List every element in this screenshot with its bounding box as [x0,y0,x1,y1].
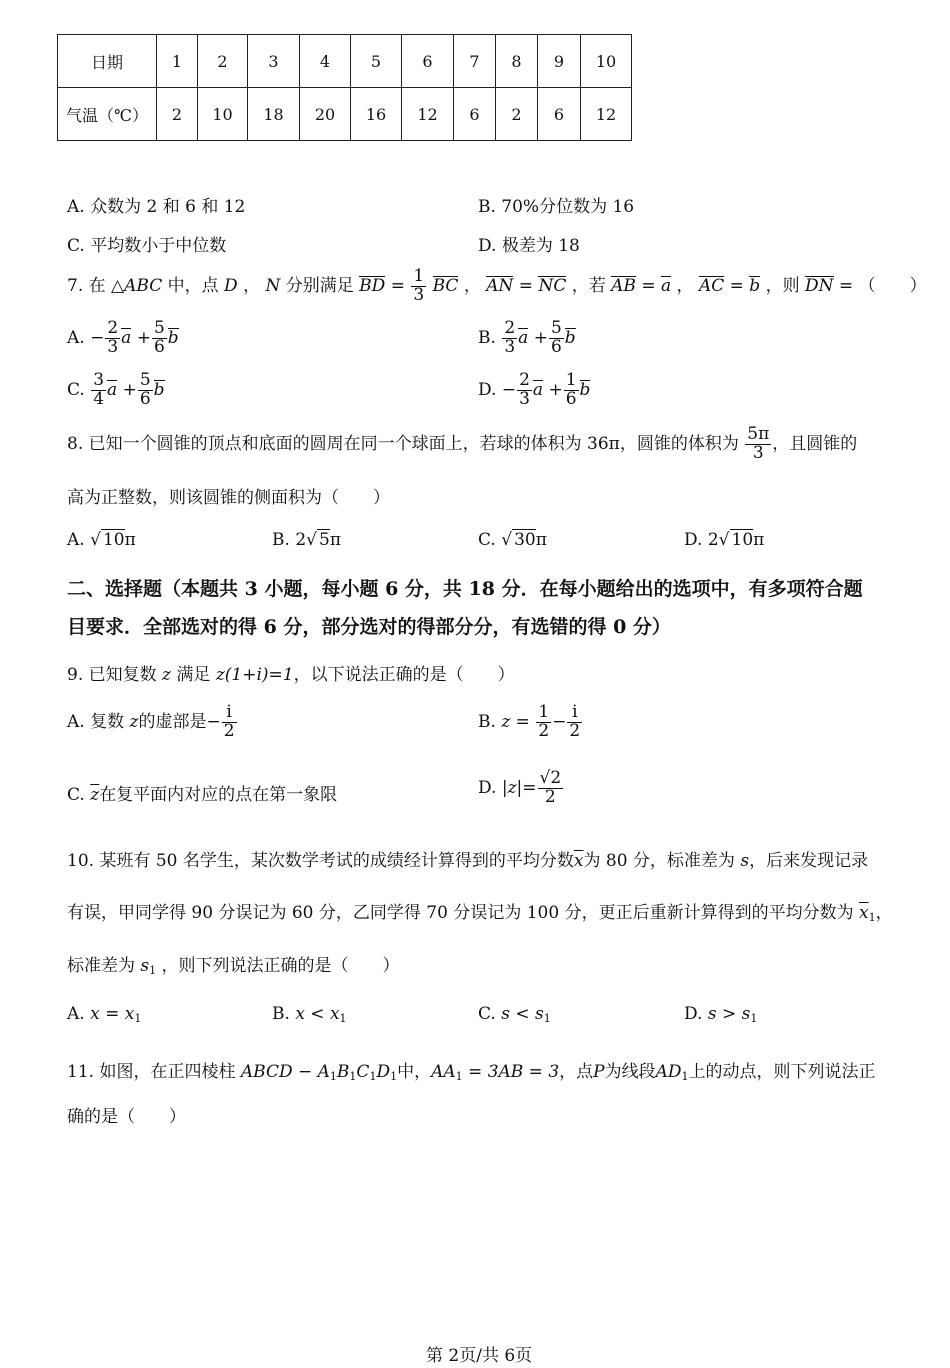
expression: x < x [295,1004,340,1024]
plus: + [136,327,151,348]
q7-text: ，则 [765,275,800,296]
pi-symbol: π [329,530,341,550]
q8-text: 8. 已知一个圆锥的顶点和底面的圆周在同一个球面上，若球的体积为 36π，圆锥的体积为 [67,433,739,454]
vector: a [660,275,672,296]
variable: s [740,851,750,871]
q7-text: ， [676,275,694,296]
prism-label: ABCD − A [240,1062,330,1082]
fraction [745,426,771,463]
radicand: 5 [318,530,330,550]
subscript: 1 [149,964,157,977]
q7-text: 中，点 [167,275,219,296]
subscript: 1 [681,1070,689,1083]
point-label: N [265,275,281,296]
option-label: B. [478,327,496,348]
variable: z [501,711,511,732]
table-cell: 16 [351,88,402,141]
q11-stem [67,1057,876,1083]
denominator: 2 [538,720,550,741]
q10-stem [67,846,868,871]
equation: AA [431,1062,456,1082]
q6-option-b: B. 70%分位数为 16 [478,197,635,217]
numerator: i [567,704,582,723]
q11-text: 为线段 [604,1062,656,1082]
table-cell: 18 [248,88,300,141]
minus: − [501,379,517,400]
table-cell: 2 [157,88,198,141]
table-cell: 气温（℃） [58,88,157,141]
subscript: 1 [750,1012,758,1025]
q6-option-c: C. 平均数小于中位数 [67,236,227,256]
q7-option-a [67,320,179,357]
table-cell: 6 [538,88,581,141]
point-label: D [224,275,238,296]
q10-text: 标准差为 [67,956,135,976]
table-row [58,35,632,88]
q6-option-a: A. 众数为 2 和 6 和 12 [67,197,246,217]
vector: b [579,379,591,400]
vector: b [167,327,179,348]
pi-symbol: π [535,530,547,550]
prism-label: B [336,1062,350,1082]
subscript: 1 [349,1070,357,1083]
fraction [502,320,517,357]
variable: z [162,665,171,685]
table-row [58,88,632,141]
fraction [91,372,106,409]
option-label: D. [478,379,497,400]
q9-option-b [478,704,583,741]
option-label: C. [67,785,85,805]
table-cell: 10 [581,35,632,88]
numerator: 2 [107,318,119,338]
q10-text: 10. 某班有 50 名学生，某次数学考试的成绩经计算得到的平均分数 [67,851,574,871]
option-label: C. [67,379,85,400]
denominator: 2 [544,786,556,807]
vector: a [121,327,132,348]
plus: + [548,379,563,400]
vector: a [518,327,529,348]
denominator: 2 [223,720,235,741]
table-cell: 5 [351,35,402,88]
fraction [105,320,120,357]
vector: BC [432,275,459,296]
q8-text: ，且圆锥的 [772,433,858,454]
variable: z [129,711,139,732]
denominator: 3 [504,336,516,357]
subscript: 1 [339,1012,347,1025]
q7-text: ，若 [571,275,606,296]
coefficient: 2 [707,530,719,550]
q9-text: ，以下说法正确的是（ ） [293,665,515,685]
table-cell: 3 [248,35,300,88]
segment-label: AD [655,1062,682,1082]
table-cell: 12 [402,88,454,141]
q11-stem-line2: 确的是（ ） [67,1107,186,1127]
section-heading-line2: 目要求．全部选对的得 6 分，部分选对的得部分分，有选错的得 0 分） [67,616,671,638]
table-cell: 20 [300,88,351,141]
q9-stem [67,660,515,685]
vector: NC [538,275,567,296]
option-text: 在复平面内对应的点在第一象限 [99,785,338,805]
q7-text: ， [463,275,481,296]
vector: a [107,379,118,400]
vector: AC [698,275,725,296]
fraction [138,372,153,409]
radicand: 10 [731,530,754,550]
option-label: A. [67,1004,85,1024]
fraction [564,372,579,409]
subscript: 1 [868,911,876,924]
denominator: 2 [569,720,581,741]
q9-option-d [478,770,564,807]
table-cell: 6 [402,35,454,88]
denominator: 3 [752,442,764,463]
table-cell: 7 [454,35,496,88]
q9-text: 9. 已知复数 [67,665,157,685]
pi-symbol: π [124,530,136,550]
q7-text: 分别满足 [285,275,354,296]
table-cell: 4 [300,35,351,88]
fraction [411,268,426,305]
numerator: 1 [538,702,550,722]
table-cell: 12 [581,88,632,141]
radicand: 10 [102,530,125,550]
denominator: 4 [93,388,105,409]
prism-label: D [376,1062,391,1082]
table-cell: 9 [538,35,581,88]
expression: s < s [501,1004,544,1024]
denominator: 6 [550,336,562,357]
q10-text: 有误，甲同学得 90 分误记为 60 分，乙同学得 70 分误记为 100 分，更正后重新计算得到的平均分数为 [67,903,854,923]
subscript: 1 [134,1012,142,1025]
q7-text: = （ ） [838,275,927,296]
equals: = [518,275,539,296]
denominator: 6 [153,336,165,357]
triangle-label: △ABC [111,275,163,296]
q10-option-c [478,1004,551,1025]
q10-stem-line3 [67,951,400,977]
q11-text: 11. 如图，在正四棱柱 [67,1062,236,1082]
equals: = [390,275,411,296]
vector: b [749,275,761,296]
q10-text: ， [875,903,893,923]
option-label: A. 复数 [67,711,125,732]
equals: = [729,275,750,296]
q9-option-a [67,704,238,741]
table-cell: 6 [454,88,496,141]
expression: s > s [707,1004,751,1024]
temperature-table [57,34,632,141]
table-cell: 1 [157,35,198,88]
expression: x = x [90,1004,135,1024]
q9-text: 满足 [176,665,211,685]
q11-text: ，点 [559,1062,594,1082]
q8-option-a: A. √ 10π [67,530,136,550]
q7-option-c [67,372,165,409]
vector: DN [805,275,834,296]
denominator: 6 [139,388,151,409]
mean-x: $\overline{x}$ [573,851,584,871]
option-label: B. [478,711,496,732]
subscript: 1 [455,1070,463,1083]
vector: b [564,327,576,348]
numerator: i [222,704,237,723]
q11-text: 上的动点，则下列说法正 [688,1062,876,1082]
q10-option-d [684,1004,757,1025]
q10-stem-line2 [67,898,893,924]
option-label: B. [272,1004,290,1024]
subscript: 1 [390,1070,398,1083]
denominator: 6 [565,388,577,409]
numerator: 3 [93,370,105,390]
q8-stem-line2: 高为正整数，则该圆锥的侧面积为（ ） [67,488,390,508]
subscript: 1 [543,1012,551,1025]
vector: AN [486,275,514,296]
table-cell: 2 [198,35,248,88]
equals: = [641,275,661,296]
equation: = 3AB = 3 [462,1062,560,1082]
q9-option-c [67,780,337,805]
table-cell: 10 [198,88,248,141]
numerator: 2 [519,370,530,390]
minus: − [90,327,105,348]
numerator: 1 [413,266,425,286]
option-label: C. [478,530,496,550]
q8-option-d: D. 2√ 10π [684,530,765,550]
fraction [152,320,167,357]
plus: + [122,379,137,400]
vector: b [153,379,165,400]
q7-stem [67,268,927,305]
fraction [517,372,532,409]
equation: z(1+i)=1 [215,665,294,685]
numerator: 5 [139,370,151,390]
fraction [549,320,564,357]
fraction [536,704,551,741]
numerator: √2 [539,768,562,788]
mean-x1: $\overline{x}$ [858,903,869,923]
q8-option-c: C. √ 30π [478,530,547,550]
q7-text: ， [243,275,261,296]
point-label: P [593,1062,605,1082]
q7-text: 7. 在 [67,275,106,296]
denominator: 3 [413,284,425,305]
conjugate-z: $\overline{z}$ [90,785,100,805]
table-cell: 日期 [58,35,157,88]
q11-text: 中， [397,1062,432,1082]
page-footer: 第 2页/共 6页 [426,1346,533,1366]
q6-option-d: D. 极差为 18 [478,236,580,256]
minus: − [552,711,567,732]
q10-option-a [67,1004,141,1025]
option-label: D. [684,1004,703,1024]
q8-stem [67,426,857,463]
q10-text: 为 80 分，标准差为 [583,851,735,871]
numerator: 5π [747,424,770,444]
variable: s [140,956,150,976]
modulus: |z|= [501,777,537,798]
q7-option-b [478,320,576,357]
table-cell: 2 [496,88,538,141]
option-label: B. [272,530,290,550]
subscript: 1 [369,1070,377,1083]
denominator: 3 [519,388,530,409]
q8-option-b: B. 2√ 5π [272,530,341,550]
option-label: C. [478,1004,496,1024]
fraction [222,704,237,741]
numerator: 1 [565,370,577,390]
section-heading: 二、选择题（本题共 3 小题，每小题 6 分，共 18 分．在每小题给出的选项中，有多项符合题 [67,578,863,600]
table-cell: 8 [496,35,538,88]
equals: = [510,711,536,732]
fraction [567,704,582,741]
denominator: 3 [107,336,119,357]
option-text: 的虚部是− [138,711,221,732]
q7-option-d [478,372,590,409]
plus: + [533,327,548,348]
numerator: 2 [504,318,516,338]
q10-text: ，后来发现记录 [749,851,869,871]
numerator: 5 [153,318,165,338]
coefficient: 2 [295,530,307,550]
option-label: A. [67,327,85,348]
pi-symbol: π [753,530,765,550]
radicand: 30 [514,530,536,550]
fraction [538,770,564,807]
option-label: A. [67,530,85,550]
subscript: 1 [329,1070,337,1083]
numerator: 5 [550,318,562,338]
option-label: D. [478,777,497,798]
vector: AB [611,275,636,296]
vector: a [532,379,544,400]
q10-option-b [272,1004,347,1025]
prism-label: C [356,1062,370,1082]
q10-text: ，则下列说法正确的是（ ） [161,956,400,976]
vector: BD [359,275,386,296]
option-label: D. [684,530,703,550]
